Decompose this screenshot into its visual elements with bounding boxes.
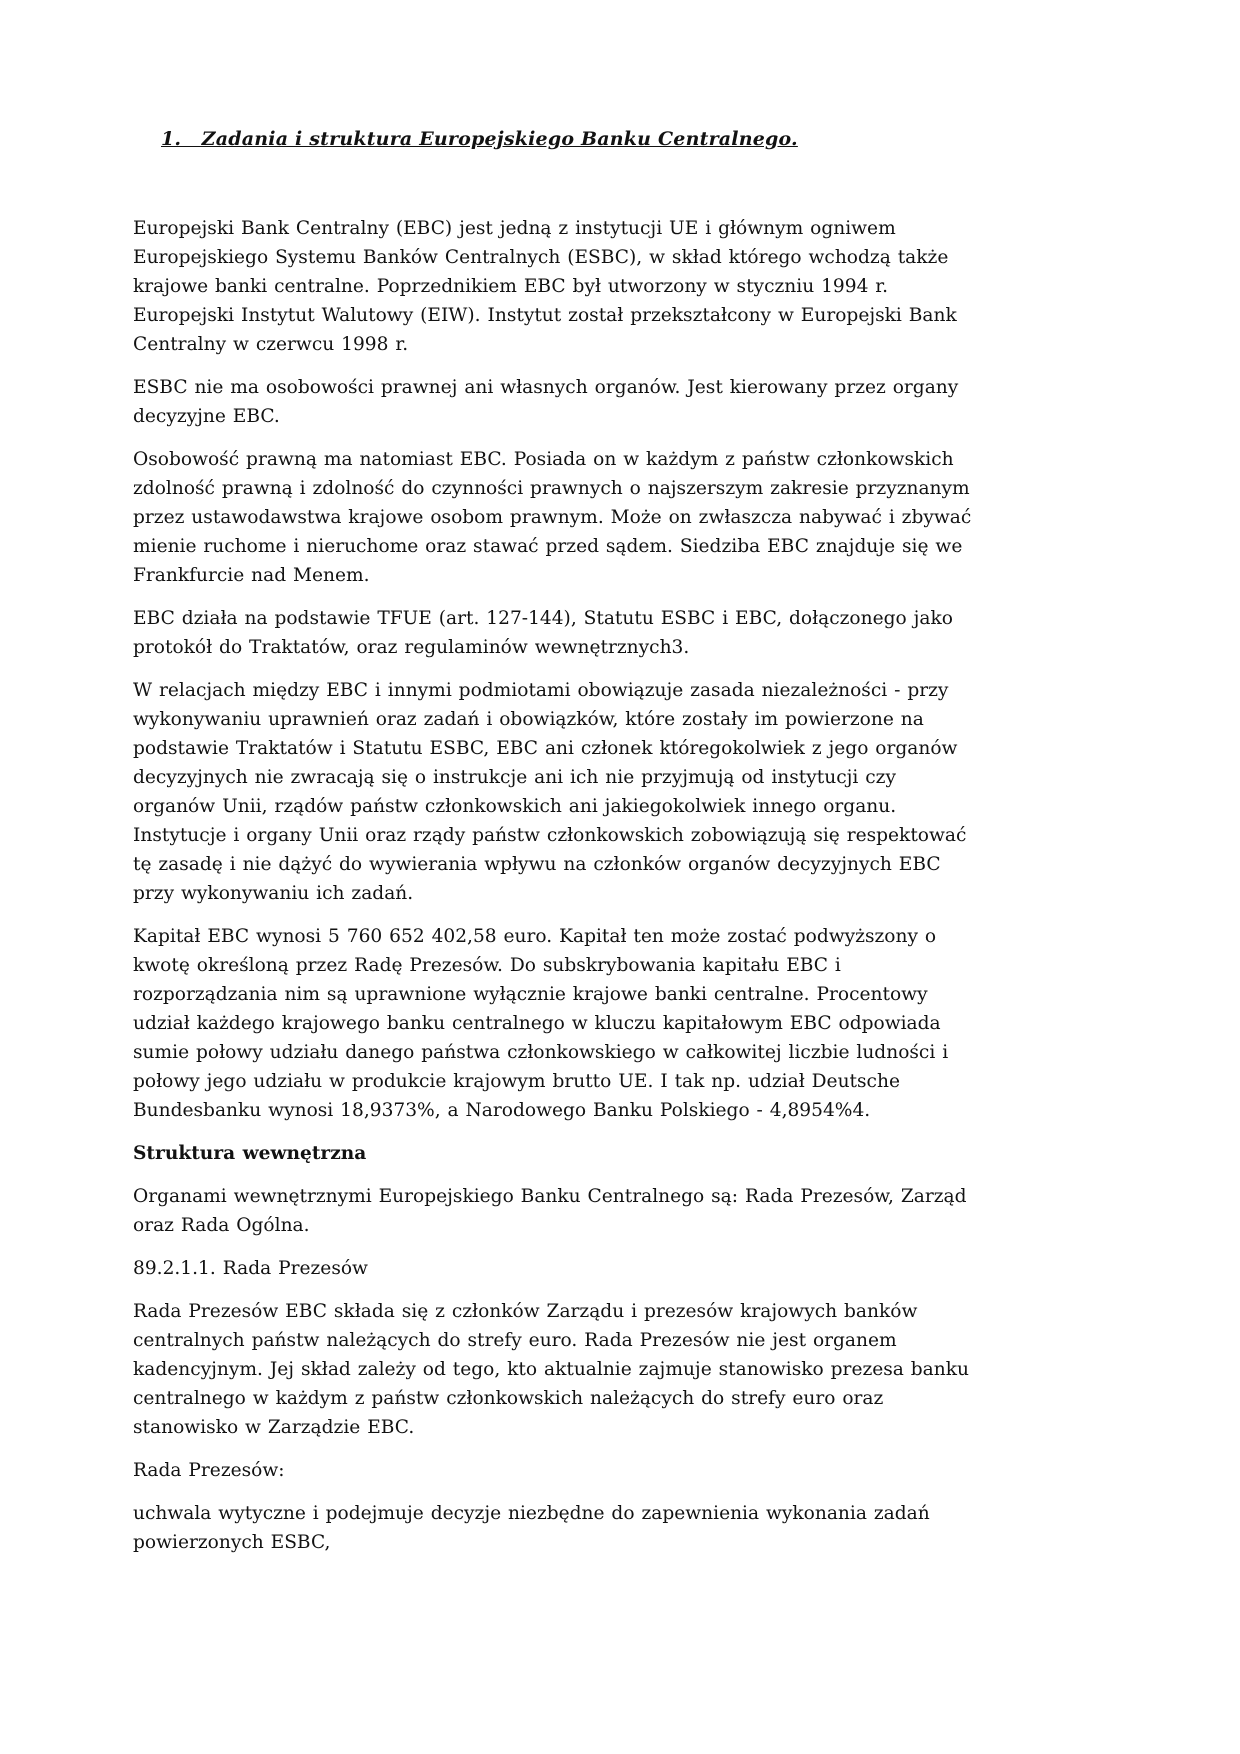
paragraph-rada-prezesow-label: Rada Prezesów: bbox=[133, 1459, 285, 1481]
document-heading: 1. Zadania i struktura Europejskiego Banku Centralnego. bbox=[161, 128, 798, 150]
paragraph-esbc-personality: ESBC nie ma osobowości prawnej ani własnych organów. Jest kierowany przez organy decyzyjne EBC. bbox=[133, 376, 959, 427]
paragraph-rada-prezesow: Rada Prezesów EBC składa się z członków Zarządu i prezesów krajowych banków centralnych państw należących do strefy euro. Rada Prezesów nie jest organem kadencyjnym. Jej skład zależy od tego, kto aktualnie zajmuje stanowisko prezesa banku centralnego w każdym z państw członkowskich należących do strefy euro oraz stanowisko w Zarządzie EBC. bbox=[133, 1300, 969, 1438]
paragraph-independence: W relacjach między EBC i innymi podmiotami obowiązuje zasada niezależności - przy wykonywaniu uprawnień oraz zadań i obowiązków, które zostały im powierzone na podstawie Traktatów i Statutu ESBC, EBC ani członek któregokolwiek z jego organów decyzyjnych nie zwracają się o instrukcje ani ich nie przyjmują od instytucji czy organów Unii, rządów państw członkowskich ani jakiegokolwiek innego organu. Instytucje i organy Unii oraz rządy państw członkowskich zobowiązują się respektować tę zasadę i nie dążyć do wywierania wpływu na członków organów decyzyjnych EBC przy wykonywaniu ich zadań. bbox=[133, 679, 967, 904]
paragraph-internal-organs: Organami wewnętrznymi Europejskiego Banku Centralnego są: Rada Prezesów, Zarząd oraz Rada Ogólna. bbox=[133, 1185, 967, 1236]
paragraph-legal-basis: EBC działa na podstawie TFUE (art. 127-144), Statutu ESBC i EBC, dołączonego jako protokół do Traktatów, oraz regulaminów wewnętrznych3. bbox=[133, 607, 953, 658]
paragraph-section-number: 89.2.1.1. Rada Prezesów bbox=[133, 1257, 368, 1279]
section-subheading-internal-structure: Struktura wewnętrzna bbox=[133, 1142, 367, 1164]
paragraph-intro: Europejski Bank Centralny (EBC) jest jedną z instytucji UE i głównym ogniwem Europejskiego Systemu Banków Centralnych (ESBC), w skład którego wchodzą także krajowe banki centralne. Poprzednikiem EBC był utworzony w styczniu 1994 r. Europejski Instytut Walutowy (EIW). Instytut został przekształcony w Europejski Bank Centralny w czerwcu 1998 r. bbox=[133, 217, 957, 355]
paragraph-ebc-personality: Osobowość prawną ma natomiast EBC. Posiada on w każdym z państw członkowskich zdolność prawną i zdolność do czynności prawnych o najszerszym zakresie przyznanym przez ustawodawstwa krajowe osobom prawnym. Może on zwłaszcza nabywać i zbywać mienie ruchome i nieruchome oraz stawać przed sądem. Siedziba EBC znajduje się we Frankfurcie nad Menem. bbox=[133, 448, 972, 586]
paragraph-rada-tasks: uchwala wytyczne i podejmuje decyzje niezbędne do zapewnienia wykonania zadań powierzonych ESBC, bbox=[133, 1502, 930, 1553]
paragraph-capital: Kapitał EBC wynosi 5 760 652 402,58 euro. Kapitał ten może zostać podwyższony o kwotę określoną przez Radę Prezesów. Do subskrybowania kapitału EBC i rozporządzania nim są uprawnione wyłącznie krajowe banki centralne. Procentowy udział każdego krajowego banku centralnego w kluczu kapitałowym EBC odpowiada sumie połowy udziału danego państwa członkowskiego w całkowitej liczbie ludności i połowy jego udziału w produkcie krajowym brutto UE. I tak np. udział Deutsche Bundesbanku wynosi 18,9373%, a Narodowego Banku Polskiego - 4,8954%4. bbox=[133, 925, 949, 1121]
